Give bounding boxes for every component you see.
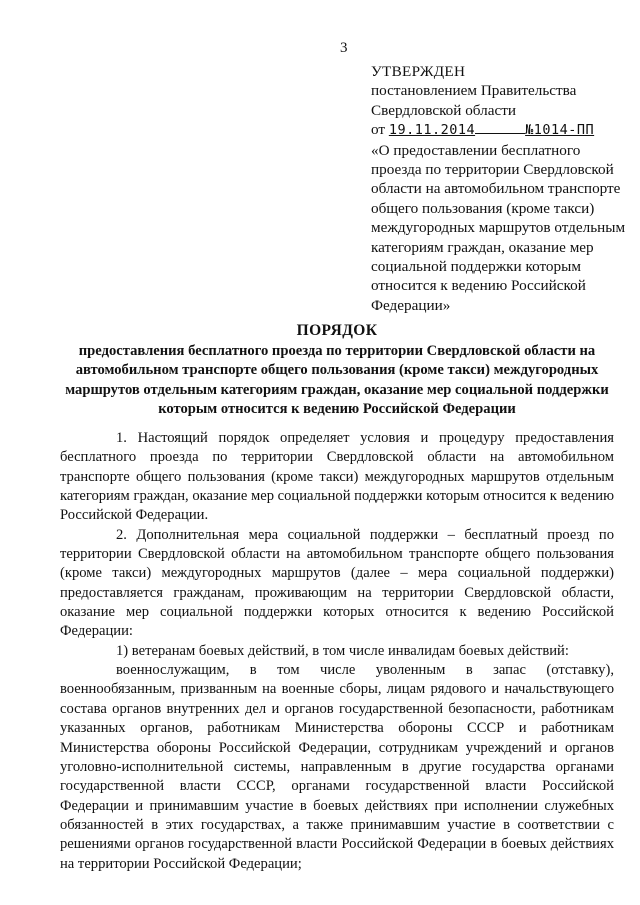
underline-gap [475,132,525,134]
approval-quote: «О предоставлении бесплатного проезда по территории Свердловской области на автомобильном транспорте общего пользования (кроме такси) междугородных маршрутов отдельным категориям граждан, оказание мер социальной поддержки которым относится к ведению Российской Федерации» [371,141,626,314]
paragraph: 1) ветеранам боевых действий, в том числе инвалидам боевых действий: [116,642,569,659]
date-prefix: от [371,121,386,139]
approval-date-line [371,120,626,140]
page-number: 3 [340,40,348,56]
approval-title: УТВЕРЖДЕН [371,63,466,80]
paragraph: военнослужащим, в том числе уволенным в запас (отставку), военнообязанным, призванным на военные сборы, лицам рядового и начальствующего состава органов внутренних дел и органов государственной безопасности, работникам указанных органов, работникам Министерства обороны СССР и работникам Министерства обороны Российской Федерации, сотрудникам учреждений и органов уголовно-исполнительной системы, направленным в другие государства органами государственной власти СССР, органами государственной власти Российской Федерации и принимавшим участие в боевых действиях при исполнении служебных обязанностей в этих государствах, а также принимавшим участие в соответствии с решениями органов государственной власти Российской Федерации в боевых действиях на территории Российской Федерации; [60,662,614,872]
document-subtitle: предоставления бесплатного проезда по территории Свердловской области на автомобильном транспорте общего пользования (кроме такси) междугородных маршрутов отдельным категориям граждан, оказание мер социальной поддержки которым относится к ведению Российской Федерации [65,343,609,418]
approval-line: постановлением Правительства [371,82,577,100]
approval-line: Свердловской области [371,101,516,119]
document-body [60,429,614,874]
paragraph: 2. Дополнительная мера социальной поддержки – бесплатный проезд по территории Свердловской области на автомобильном транспорте общего пользования (кроме такси) междугородных маршрутов (далее – мера социальной поддержки) предоставляется гражданам, проживающим на территории Свердловской области, оказание мер социальной поддержки которых относится к ведению Российской Федерации: [60,526,614,640]
approval-date: 19.11.2014 [388,122,476,139]
approval-block [371,62,626,315]
document-title: ПОРЯДОК [296,322,378,339]
approval-number: №1014-ПП [525,122,595,139]
paragraph: 1. Настоящий порядок определяет условия и процедуру предоставления бесплатного проезда по территории Свердловской области на автомобильном транспорте общего пользования (кроме такси) междугородных маршрутов отдельным категориям граждан, оказание мер социальной поддержки которым относится к ведению Российской Федерации. [60,430,614,524]
